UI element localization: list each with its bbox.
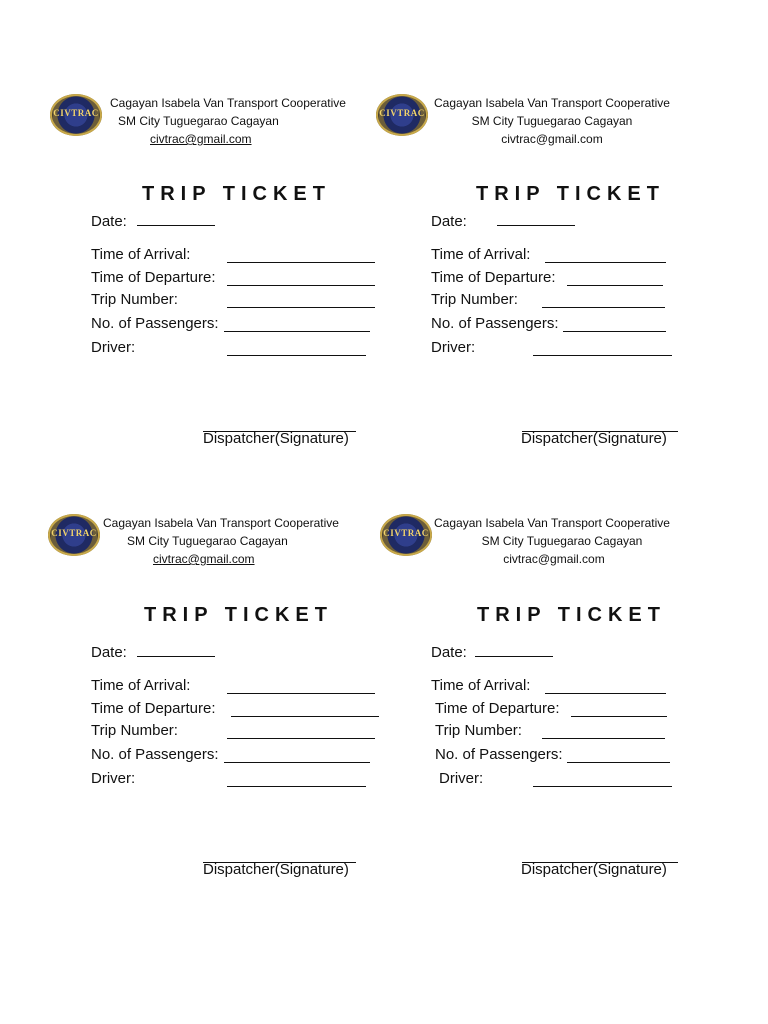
arrival-label: Time of Arrival: <box>431 246 531 263</box>
arrival-label: Time of Arrival: <box>91 246 191 263</box>
date-blank[interactable] <box>497 211 575 226</box>
driver-blank[interactable] <box>227 341 366 356</box>
driver-label: Driver: <box>91 339 136 356</box>
org-header <box>434 514 670 568</box>
arrival-blank[interactable] <box>545 679 666 694</box>
driver-blank[interactable] <box>533 772 672 787</box>
date-field <box>431 642 553 663</box>
org-email[interactable]: civtrac@gmail.com <box>150 132 252 146</box>
trip-number-blank[interactable] <box>227 293 375 308</box>
passengers-field <box>91 314 219 334</box>
passengers-label: No. of Passengers: <box>435 746 563 763</box>
trip-number-label: Trip Number: <box>91 291 178 308</box>
departure-field <box>91 699 216 719</box>
logo-text: CIVTRAC <box>379 108 425 118</box>
arrival-label: Time of Arrival: <box>91 677 191 694</box>
departure-label: Time of Departure: <box>431 269 556 286</box>
passengers-blank[interactable] <box>224 317 370 332</box>
date-field <box>91 642 215 663</box>
arrival-blank[interactable] <box>227 248 375 263</box>
signature-label: Dispatcher(Signature) <box>521 861 667 878</box>
departure-label: Time of Departure: <box>91 700 216 717</box>
trip-number-field <box>435 721 522 741</box>
passengers-field <box>431 314 559 334</box>
passengers-label: No. of Passengers: <box>91 746 219 763</box>
org-address: SM City Tuguegarao Cagayan <box>118 114 279 128</box>
departure-field <box>435 699 560 719</box>
logo-text: CIVTRAC <box>53 108 99 118</box>
cooperative-logo-icon <box>48 514 100 556</box>
ticket-title: TRIP TICKET <box>477 604 666 626</box>
driver-label: Driver: <box>439 770 484 787</box>
org-email[interactable]: civtrac@gmail.com <box>501 132 603 146</box>
ticket-title: TRIP TICKET <box>476 183 665 205</box>
passengers-label: No. of Passengers: <box>91 315 219 332</box>
date-blank[interactable] <box>137 642 215 657</box>
date-label: Date: <box>91 644 127 661</box>
trip-number-field <box>431 290 518 310</box>
arrival-field <box>431 245 530 265</box>
arrival-field <box>431 676 530 696</box>
departure-label: Time of Departure: <box>435 700 560 717</box>
driver-label: Driver: <box>431 339 476 356</box>
passengers-blank[interactable] <box>224 748 370 763</box>
trip-ticket-1 <box>0 0 384 447</box>
passengers-label: No. of Passengers: <box>431 315 559 332</box>
arrival-blank[interactable] <box>227 679 375 694</box>
trip-ticket-2 <box>379 0 768 447</box>
cooperative-logo-icon <box>50 94 102 136</box>
org-name: Cagayan Isabela Van Transport Cooperative <box>103 516 339 530</box>
driver-field <box>91 338 135 358</box>
org-email[interactable]: civtrac@gmail.com <box>503 552 605 566</box>
signature-label: Dispatcher(Signature) <box>521 430 667 447</box>
trip-ticket-3 <box>0 421 384 878</box>
arrival-label: Time of Arrival: <box>431 677 531 694</box>
departure-blank[interactable] <box>571 702 667 717</box>
passengers-field <box>435 745 563 765</box>
arrival-blank[interactable] <box>545 248 666 263</box>
arrival-field <box>91 245 190 265</box>
departure-blank[interactable] <box>231 702 379 717</box>
trip-number-blank[interactable] <box>542 293 665 308</box>
driver-label: Driver: <box>91 770 136 787</box>
cooperative-logo-icon <box>376 94 428 136</box>
org-header <box>103 514 339 568</box>
departure-label: Time of Departure: <box>91 269 216 286</box>
org-name: Cagayan Isabela Van Transport Cooperative <box>434 516 670 530</box>
passengers-blank[interactable] <box>563 317 666 332</box>
passengers-field <box>91 745 219 765</box>
departure-field <box>431 268 556 288</box>
ticket-title: TRIP TICKET <box>142 183 331 205</box>
date-label: Date: <box>431 644 467 661</box>
signature-label: Dispatcher(Signature) <box>203 861 349 878</box>
date-field <box>91 211 215 232</box>
driver-blank[interactable] <box>227 772 366 787</box>
org-header <box>434 94 670 148</box>
trip-number-label: Trip Number: <box>435 722 522 739</box>
trip-number-blank[interactable] <box>227 724 375 739</box>
departure-field <box>91 268 216 288</box>
cooperative-logo-icon <box>380 514 432 556</box>
trip-number-label: Trip Number: <box>91 722 178 739</box>
driver-field <box>91 769 135 789</box>
ticket-title: TRIP TICKET <box>144 604 333 626</box>
signature-label: Dispatcher(Signature) <box>203 430 349 447</box>
org-address: SM City Tuguegarao Cagayan <box>481 534 643 548</box>
trip-number-label: Trip Number: <box>431 291 518 308</box>
org-email[interactable]: civtrac@gmail.com <box>153 552 255 566</box>
departure-blank[interactable] <box>567 271 663 286</box>
passengers-blank[interactable] <box>567 748 670 763</box>
org-address: SM City Tuguegarao Cagayan <box>127 534 288 548</box>
trip-ticket-4 <box>383 421 768 878</box>
date-label: Date: <box>91 213 127 230</box>
org-name: Cagayan Isabela Van Transport Cooperative <box>110 96 346 110</box>
logo-text: CIVTRAC <box>383 528 429 538</box>
org-address: SM City Tuguegarao Cagayan <box>471 114 633 128</box>
org-name: Cagayan Isabela Van Transport Cooperative <box>434 96 670 110</box>
date-field <box>431 211 575 232</box>
logo-text: CIVTRAC <box>51 528 97 538</box>
departure-blank[interactable] <box>227 271 375 286</box>
date-blank[interactable] <box>475 642 553 657</box>
trip-number-blank[interactable] <box>542 724 665 739</box>
arrival-field <box>91 676 190 696</box>
driver-blank[interactable] <box>533 341 672 356</box>
driver-field <box>439 769 483 789</box>
date-blank[interactable] <box>137 211 215 226</box>
driver-field <box>431 338 475 358</box>
date-label: Date: <box>431 213 467 230</box>
org-header <box>110 94 346 148</box>
trip-number-field <box>91 721 178 741</box>
trip-number-field <box>91 290 178 310</box>
